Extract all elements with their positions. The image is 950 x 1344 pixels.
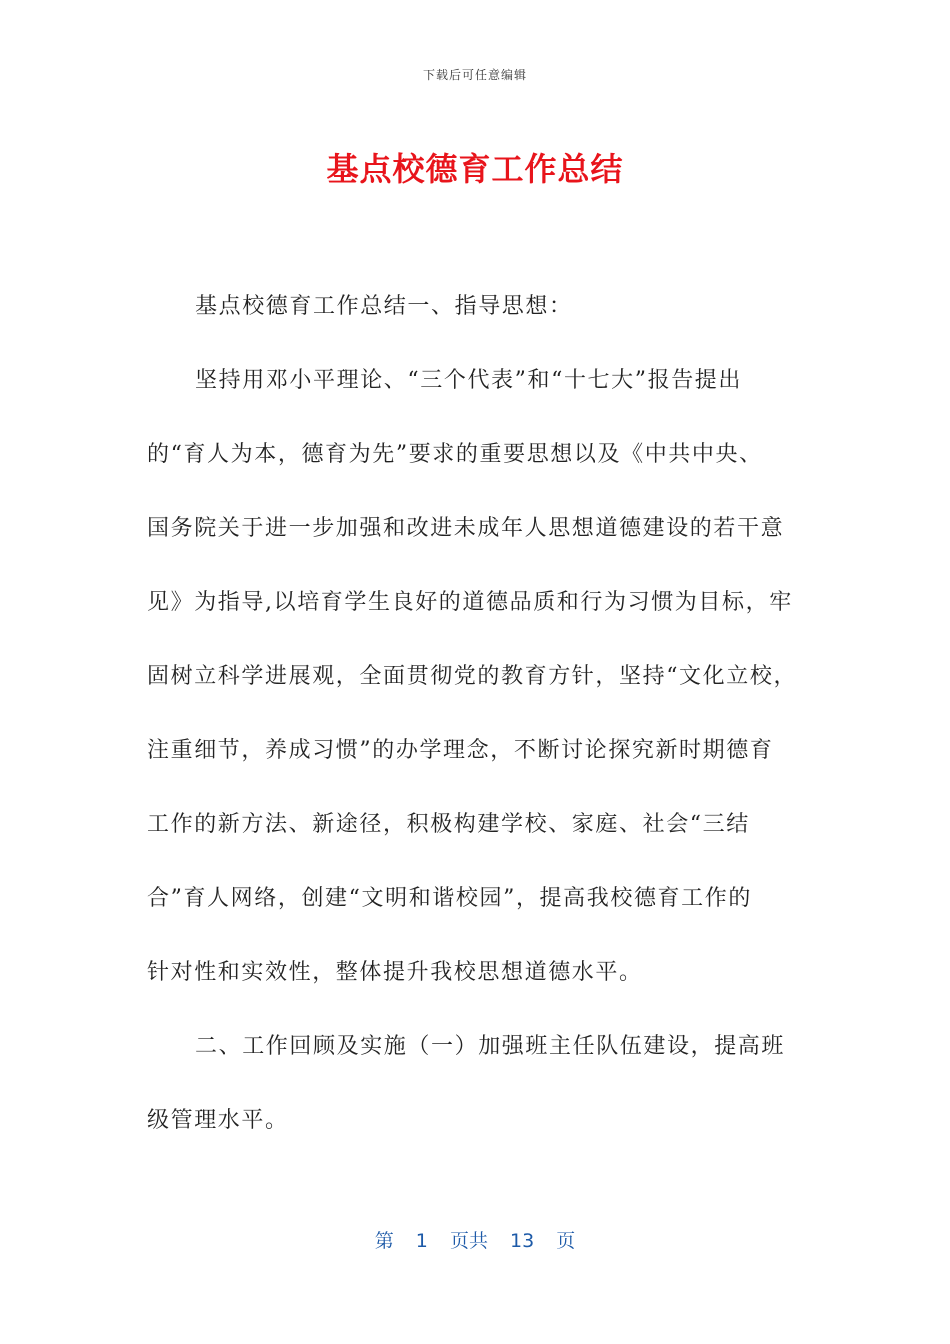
total-pages-number: 13 [510, 1230, 535, 1252]
paragraph-line: 的“育人为本，德育为先”要求的重要思想以及《中共中央、 [147, 442, 763, 467]
paragraph-line: 固树立科学进展观，全面贯彻党的教育方针，坚持“文化立校， [147, 664, 798, 689]
paragraph-line: 坚持用邓小平理论、“三个代表”和“十七大”报告提出 [195, 368, 742, 393]
paragraph-line: 国务院关于进一步加强和改进未成年人思想道德建设的若干意 [147, 516, 785, 541]
document-body [147, 270, 809, 1158]
paragraph-line: 合”育人网络，创建“文明和谐校园”，提高我校德育工作的 [147, 886, 752, 911]
current-page-number: 1 [415, 1230, 428, 1252]
page-label-suffix: 页 [556, 1230, 576, 1252]
paragraph-line: 见》为指导,以培育学生良好的道德品质和行为习惯为目标，牢 [147, 590, 793, 615]
page-label-middle: 页共 [449, 1230, 488, 1252]
page-label-prefix: 第 [374, 1230, 394, 1252]
paragraph-line: 工作的新方法、新途径，积极构建学校、家庭、社会“三结 [147, 812, 750, 837]
document-title: 基点校德育工作总结 [326, 150, 624, 188]
paragraph-line: 级管理水平。 [147, 1108, 289, 1133]
header-note: 下载后可任意编辑 [422, 68, 527, 82]
paragraph-line: 注重细节，养成习惯”的办学理念，不断讨论探究新时期德育 [147, 738, 774, 763]
paragraph-line: 二、工作回顾及实施（一）加强班主任队伍建设，提高班 [195, 1034, 786, 1059]
paragraph-line: 基点校德育工作总结一、指导思想： [195, 294, 573, 319]
page-number-footer [0, 1226, 950, 1253]
paragraph-line: 针对性和实效性，整体提升我校思想道德水平。 [147, 960, 643, 985]
